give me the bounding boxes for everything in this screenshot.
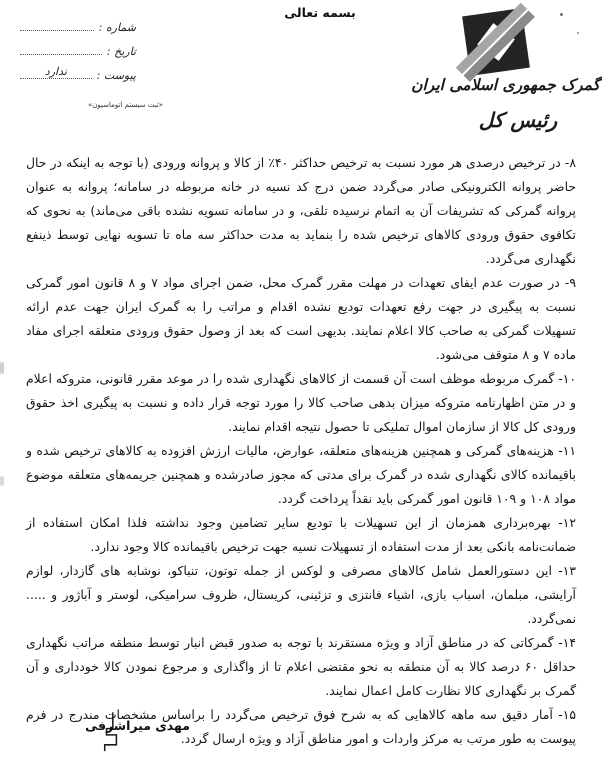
number-value-line: [20, 17, 94, 31]
clause-13: ۱۳- این دستورالعمل شامل کالاهای مصرفی و لوکس از جمله توتون، تنباکو، نوشابه های گازدار، لوازم آرایشی، مبلمان، اسباب بازی، اشیاء فانتزی و تزئینی، کریستال، ظروف سرامیکی، لوستر و آباژور و ..... نمی‌گردد.: [26, 563, 576, 626]
clause-9: ۹- در صورت عدم ایفای تعهدات در مهلت مقرر گمرک محل، ضمن اجرای مواد ۷ و ۸ قانون امور گمرکی نسبت به پیگیری در جهت رفع تعهدات تودیع نشده اقدام و مراتب را به گمرک ایران جهت عدم ارائه تسهیلات گمرکی به صاحب کالا اعلام نمایند. بدیهی است که بعد از وصول حقوق ورودی متعلقه اجرای مفاد ماده ۷ و ۸ متوقف می‌شود.: [26, 275, 576, 362]
signature-block: [85, 710, 190, 768]
letter-body: [26, 151, 576, 751]
scan-artifact: [0, 362, 4, 374]
attachment-label: پیوست :: [96, 69, 136, 82]
date-value-line: [20, 41, 102, 55]
scan-artifact: [0, 476, 4, 486]
iran-customs-logo-icon: [454, 0, 538, 84]
clause-10: ۱۰- گمرک مربوطه موظف است آن قسمت از کالاهای نگهداری شده را در موعد مقرر قانونی، متروکه اعلام و در متن اظهارنامه متروکه میزان بدهی صاحب کالا را مورد توجه قرار داده و نسبت به پیگیری اخذ حقوق ورودی کل کالا از سازمان اموال تملیکی تا حصول نتیجه اقدام نمایند.: [26, 371, 576, 434]
attachment-value: ندارد: [20, 65, 92, 79]
letterhead: [412, 0, 602, 150]
automation-note: «ثبت سیستم اتوماسیون»: [88, 101, 164, 109]
org-name: گمرک جمهوری اسلامی ایران: [411, 76, 600, 94]
org-title: رئیس کل: [478, 108, 558, 132]
clause-12: ۱۲- بهره‌برداری همزمان از این تسهیلات با تودیع سایر تضامین وجود نداشته فلذا امکان استفاده از ضمانت‌نامه بانکی بعد از مدت استفاده از تسهیلات نسیه جهت ترخیص باقیمانده کالا وجود ندارد.: [26, 515, 576, 554]
number-label: شماره :: [98, 21, 136, 34]
clause-11: ۱۱- هزینه‌های گمرکی و همچنین هزینه‌های متعلقه، عوارض، مالیات ارزش افزوده به کالاهای ترخیص شده و باقیمانده کالای نگهداری شده در گمرک برای مدتی که مجوز صادرشده و همچنین جریمه‌های متعلقه موضوع مواد ۱۰۸ و ۱۰۹ قانون امور گمرکی باید نقداً پرداخت گردد.: [26, 443, 576, 506]
bismillah-heading: بسمه تعالی: [284, 5, 356, 20]
attachment-field: [20, 60, 136, 82]
clause-15: ۱۵- آمار دقیق سه ماهه کالاهایی که به شرح فوق ترخیص می‌گردد را براساس مشخصات مندرج در فرم پیوست به طور مرتب به مرکز واردات و امور مناطق آزاد و ویژه ارسال گردد.: [26, 707, 576, 746]
signatory-name: مهدی میراشرفی: [85, 718, 190, 733]
number-field: [20, 12, 136, 34]
clause-14: ۱۴- گمرکاتی که در مناطق آزاد و ویژه مستقرند با توجه به صدور قبض انبار توسط منطقه مراتب نگهداری حداقل ۶۰ درصد کالا به آن منطقه به نحو مقتضی اعلام تا از واگذاری و مرجوع نمودن کالا خودداری و آن گمرک بر نگهداری کالا نظارت کامل اعمال نمایند.: [26, 635, 576, 698]
clause-8: ۸- در ترخیص درصدی هر مورد نسبت به ترخیص حداکثر ۴۰٪ از کالا و پروانه ورودی (با توجه به اینکه در حال حاضر پروانه الکترونیکی صادر می‌گردد ضمن درج کد نسیه در خانه مربوطه در سامانه؛ پروانه به عنوان پروانه گمرکی که تشریفات آن به اتمام نرسیده تلقی، و در سامانه تسویه نشده باقی می‌ماند) به نحوی که تکافوی حقوق ورودی کالاهای ترخیص شده را بنماید به مدت حداکثر سه ماه تا تسویه نهایی توسط ذینفع نگهداری می‌گردد.: [26, 155, 576, 266]
meta-fields: [20, 12, 136, 84]
date-label: تاریخ :: [106, 45, 136, 58]
date-field: [20, 36, 136, 58]
